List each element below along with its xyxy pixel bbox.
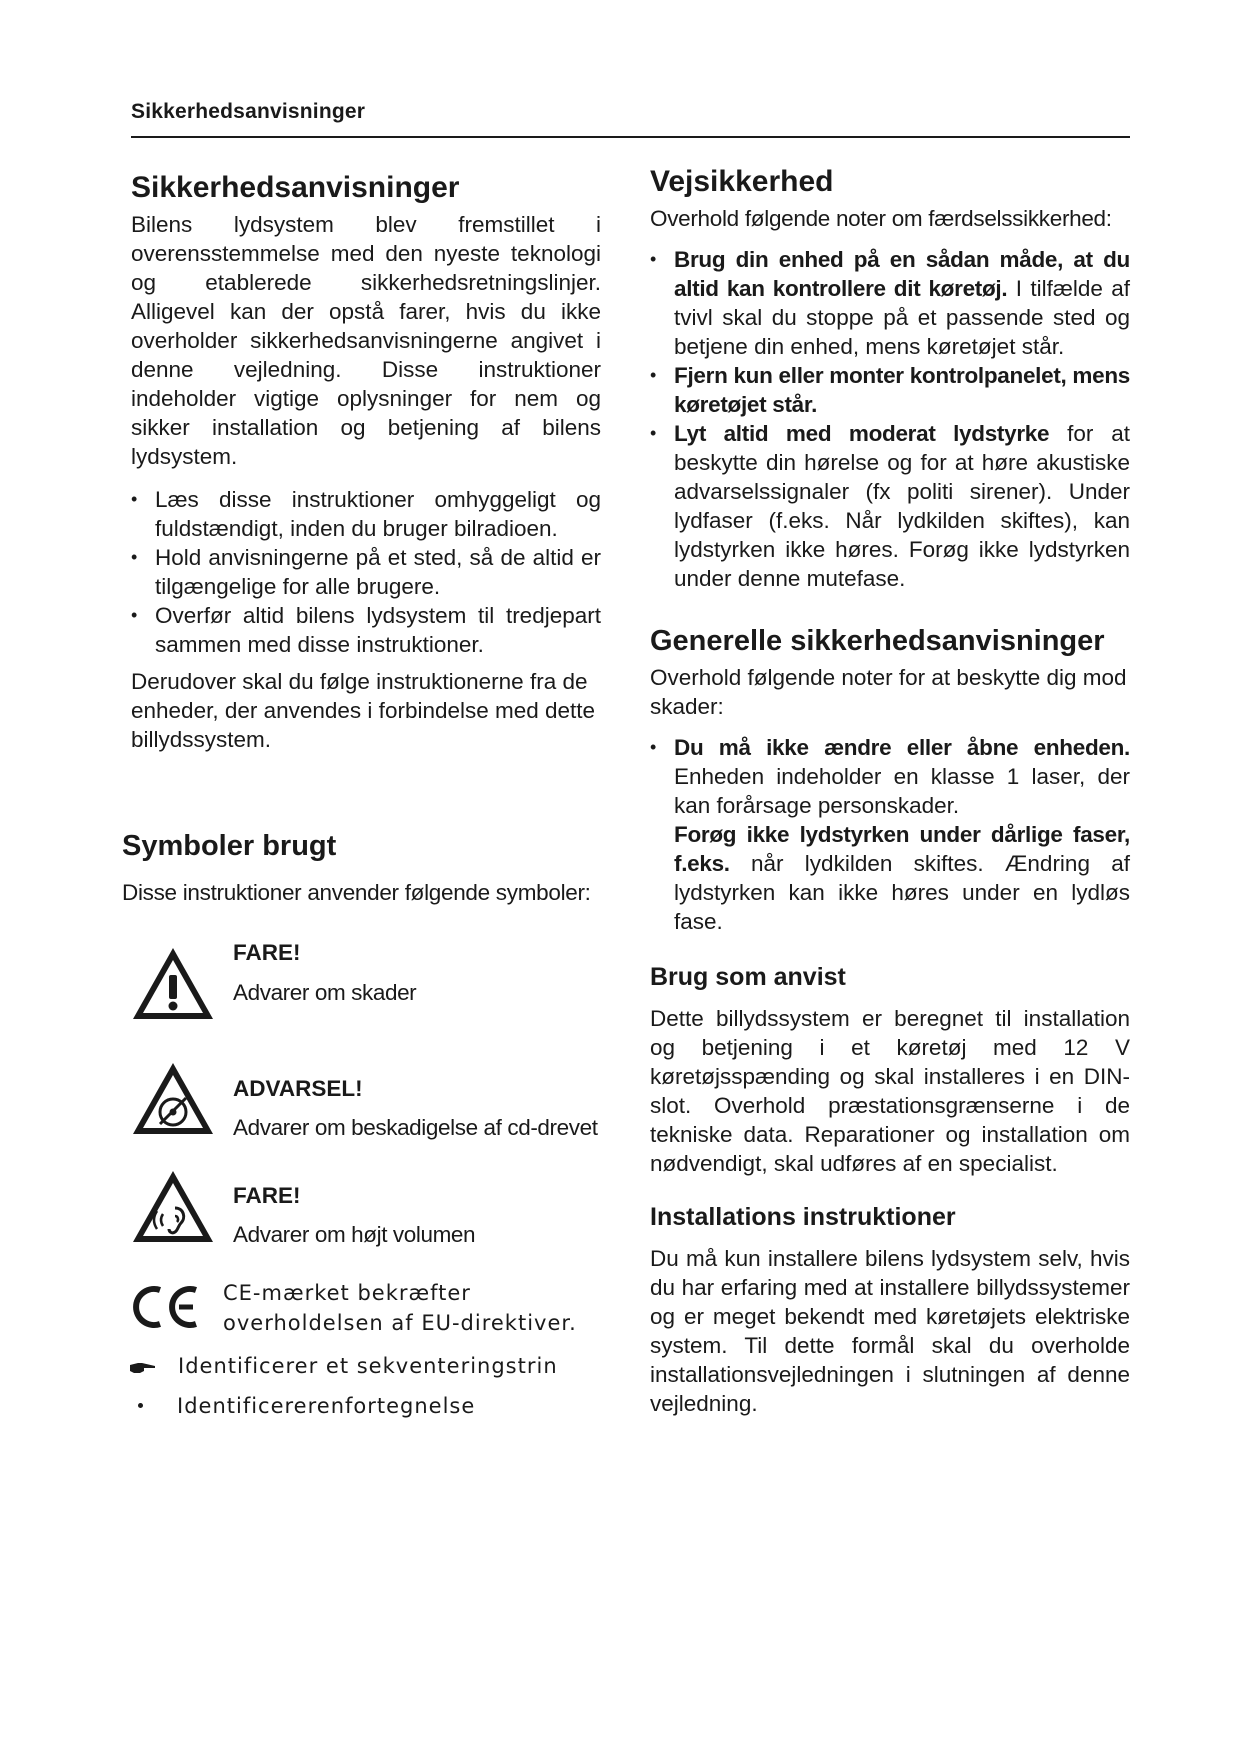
safety-heading: Sikkerhedsanvisninger bbox=[131, 171, 460, 204]
list-item-text: Enheden indeholder en klasse 1 laser, der kan forårsage personskader. bbox=[674, 764, 1130, 818]
step-description: Identificerer et sekventeringstrin bbox=[178, 1354, 558, 1378]
list-item bbox=[650, 820, 1130, 936]
general-safety-intro: Overhold følgende noter for at beskytte dig mod skader: bbox=[650, 665, 1127, 719]
header-rule bbox=[131, 136, 1130, 138]
symbol-description: Advarer om skader bbox=[233, 980, 417, 1005]
intended-use-heading: Brug som anvist bbox=[650, 963, 846, 991]
emphasis: Du må ikke ændre eller åbne enheden. bbox=[674, 735, 1130, 760]
symbol-title: FARE! bbox=[233, 940, 301, 965]
list-item: • Hold anvisningerne på et sted, så de altid er tilgængelige for alle brugere. bbox=[131, 543, 601, 601]
general-safety-list bbox=[650, 733, 1130, 936]
ce-mark-icon bbox=[130, 1284, 200, 1330]
safety-intro: Bilens lydsystem blev fremstillet i overensstemmelse med den nyeste teknologi og etablerede sikkerhedsretningslinjer. Alligevel kan der opstå farer, hvis du ikke overholder sikkerhedsanvisningerne angivet i denne vejledning. Disse instruktioner indeholder vigtige oplysninger for nem og sikker installation og betjening af bilens lydsystem. bbox=[131, 212, 601, 469]
ce-description bbox=[223, 1278, 577, 1338]
list-item bbox=[650, 419, 1130, 593]
right-column bbox=[650, 162, 1130, 1418]
left-column bbox=[131, 168, 601, 754]
list-item: • Overfør altid bilens lydsystem til tredjepart sammen med disse instruktioner. bbox=[131, 601, 601, 659]
list-item-text: når lydkilden skiftes. Ændring af lydstyrken kan ikke høres under en lydløs fase. bbox=[674, 851, 1130, 934]
ce-line-1: CE-mærket bekræfter bbox=[223, 1281, 471, 1305]
symbol-title: ADVARSEL! bbox=[233, 1076, 363, 1101]
cd-drive-warning-icon bbox=[130, 1060, 216, 1138]
bullet-icon bbox=[138, 1403, 143, 1408]
symbols-intro: Disse instruktioner anvender følgende symboler: bbox=[122, 880, 591, 905]
installation-text: Du må kun installere bilens lydsystem selv, hvis du har erfaring med at installere billydssystemer og er meget bekendt med køretøjets elektriske system. Til dette formål skal du overholde installationsvejledningen i slutningen af denne vejledning. bbox=[650, 1246, 1130, 1416]
list-item-text: I tilfælde af tvivl skal du stoppe på et passende sted og betjene din enhed, mens køretøjet står. bbox=[674, 276, 1130, 359]
symbol-description: Advarer om højt volumen bbox=[233, 1222, 476, 1247]
symbol-description: Advarer om beskadigelse af cd-drevet bbox=[233, 1115, 598, 1140]
list-item bbox=[650, 733, 1130, 820]
enumeration-description: Identificererenfortegnelse bbox=[177, 1394, 476, 1418]
road-safety-heading: Vejsikkerhed bbox=[650, 165, 834, 198]
safety-outro: Derudover skal du følge instruktionerne fra de enheder, der anvendes i forbindelse med dette billydssystem. bbox=[131, 669, 596, 752]
pointing-hand-icon bbox=[130, 1361, 156, 1375]
emphasis: Lyt altid med moderat lydstyrke bbox=[674, 421, 1050, 446]
list-item bbox=[650, 245, 1130, 361]
road-safety-list bbox=[650, 245, 1130, 593]
list-item bbox=[650, 361, 1130, 419]
safety-bullet-list bbox=[131, 485, 601, 659]
emphasis: Forøg ikke lydstyrken under dårlige faser, f.eks. bbox=[674, 822, 1130, 876]
intended-use-text: Dette billydssystem er beregnet til installation og betjening i et køretøj med 12 V køretøjsspænding og skal installeres i en DIN-slot. Overhold præstationsgrænserne i de tekniske data. Reparationer og installation om nødvendigt, skal udføres af en specialist. bbox=[650, 1006, 1130, 1176]
general-safety-heading: Generelle sikkerhedsanvisninger bbox=[650, 625, 1105, 657]
road-safety-intro: Overhold følgende noter om færdselssikkerhed: bbox=[650, 206, 1112, 231]
warning-exclamation-icon bbox=[130, 945, 216, 1023]
running-header: Sikkerhedsanvisninger bbox=[131, 100, 366, 123]
installation-heading: Installations instruktioner bbox=[650, 1203, 956, 1231]
hearing-warning-icon bbox=[130, 1168, 216, 1246]
symbol-title: FARE! bbox=[233, 1183, 301, 1208]
emphasis: Fjern kun eller monter kontrolpanelet, mens køretøjet står. bbox=[674, 363, 1130, 417]
emphasis: Brug din enhed på en sådan måde, at du altid kan kontrollere dit køretøj. bbox=[674, 247, 1130, 301]
list-item: • Læs disse instruktioner omhyggeligt og fuldstændigt, inden du bruger bilradioen. bbox=[131, 485, 601, 543]
list-item-text: for at beskytte din hørelse og for at høre akustiske advarselssignaler (fx politi sirener). Under lydfaser (f.eks. Når lydkilden skiftes), kan lydstyrken ikke høres. Forøg ikke lydstyrken under denne mutefase. bbox=[674, 421, 1130, 591]
ce-line-2: overholdelsen af EU-direktiver. bbox=[223, 1311, 577, 1335]
symbols-heading: Symboler brugt bbox=[122, 830, 337, 862]
